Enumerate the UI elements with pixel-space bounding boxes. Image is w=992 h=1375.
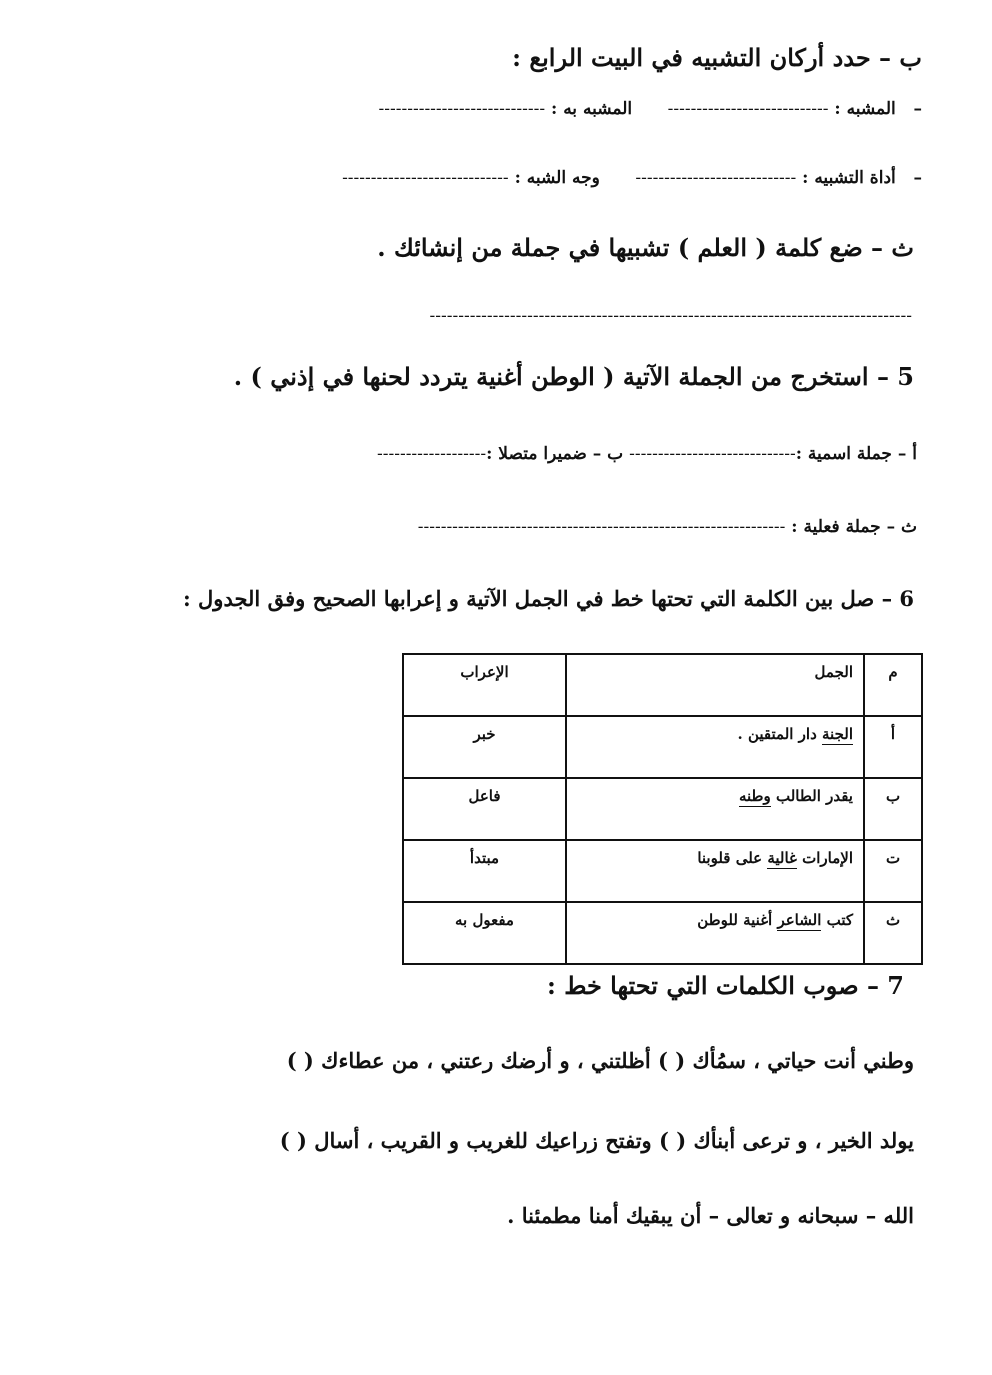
row-letter: ث [864, 902, 922, 964]
row-letter: ب [864, 778, 922, 840]
row-irab[interactable]: فاعل [403, 778, 566, 840]
mushabbah-bih-answer-line[interactable]: ----------------------------- [378, 99, 546, 119]
wajh-label: وجه الشبه : [514, 168, 600, 188]
sentence-post: أغنية للوطن [697, 911, 778, 929]
q5-a-row [377, 444, 917, 464]
header-number: م [864, 654, 922, 716]
sentence-pre: يقدر الطالب [770, 787, 853, 805]
table-row [403, 840, 922, 902]
question-th-title: ث – ضع كلمة ( العلم ) تشبيها في جملة من إنشائك . [377, 233, 914, 262]
underlined-word: الشاعر [777, 911, 822, 929]
row-sentence[interactable] [566, 778, 864, 840]
underlined-word: وطنه [738, 787, 771, 805]
sentence-post: على قلوبنا [697, 849, 768, 867]
damir-label: ب – ضميرا متصلا : [486, 444, 624, 464]
mushabbah-label: المشبه : [834, 99, 896, 119]
damir-answer-line[interactable]: ------------------- [376, 444, 487, 464]
matching-table [402, 653, 923, 965]
question-6-title: 6 – صل بين الكلمة التي تحتها خط في الجمل الآتية و إعرابها الصحيح وفق الجدول : [182, 586, 914, 611]
wajh-answer-line[interactable]: ----------------------------- [342, 168, 509, 188]
jumla-ismiya-label: أ – جملة اسمية : [795, 444, 917, 464]
bullet: – [913, 99, 922, 119]
row-letter: ت [864, 840, 922, 902]
row-sentence[interactable] [566, 716, 864, 778]
table-header-row [403, 654, 922, 716]
row-sentence[interactable] [566, 902, 864, 964]
row-irab[interactable]: مبتدأ [403, 840, 566, 902]
sentence-post: دار المتقين . [737, 725, 822, 743]
row-irab[interactable]: خبر [403, 716, 566, 778]
question-5-title: 5 – استخرج من الجملة الآتية ( الوطن أغنية يتردد لحنها في إذني ) . [233, 362, 914, 391]
row-letter: أ [864, 716, 922, 778]
bullet: – [913, 168, 922, 188]
question-7-title: 7 – صوب الكلمات التي تحتها خط : [546, 971, 904, 1000]
mushabbah-bih-label: المشبه به : [551, 99, 633, 119]
jumla-ismiya-answer-line[interactable]: ----------------------------- [629, 444, 796, 464]
header-irab: الإعراب [403, 654, 566, 716]
jumla-fiiliya-answer-line[interactable]: ---------------------------------------------------------------- [417, 517, 786, 537]
header-sentences: الجمل [566, 654, 864, 716]
q7-passage-line-3: الله – سبحانه و تعالى – أن يبقيك أمنا مطمئنا . [507, 1203, 914, 1228]
q7-passage-line-1: وطني أنت حياتي ، سمُأك ( ) أظلتني ، و أرضك رعتني ، من عطاءك ( ) [286, 1048, 914, 1073]
underlined-word: الجنة [822, 725, 853, 743]
q5-th-row [418, 517, 917, 537]
table-row [403, 716, 922, 778]
mushabbah-answer-line[interactable]: ---------------------------- [667, 99, 829, 119]
underlined-word: غالية [767, 849, 797, 867]
row-irab[interactable]: مفعول به [403, 902, 566, 964]
adat-answer-line[interactable]: ---------------------------- [635, 168, 797, 188]
row-sentence[interactable] [566, 840, 864, 902]
jumla-fiiliya-label: ث – جملة فعلية : [791, 517, 917, 537]
mushabbah-row [378, 99, 922, 119]
question-th-answer-line[interactable]: ------------------------------------------------------------------------------------ [429, 306, 912, 326]
question-b-title: ب – حدد أركان التشبيه في البيت الرابع : [512, 43, 922, 72]
sentence-pre: الإمارات [796, 849, 853, 867]
adat-row [342, 168, 922, 188]
q7-passage-line-2: يولد الخير ، و ترعى أبنأك ( ) وتفتح زراعيك للغريب و القريب ، أسال ( ) [279, 1128, 914, 1153]
table-row [403, 902, 922, 964]
table-row [403, 778, 922, 840]
sentence-pre: كتب [821, 911, 853, 929]
adat-label: أداة التشبيه : [802, 168, 896, 188]
